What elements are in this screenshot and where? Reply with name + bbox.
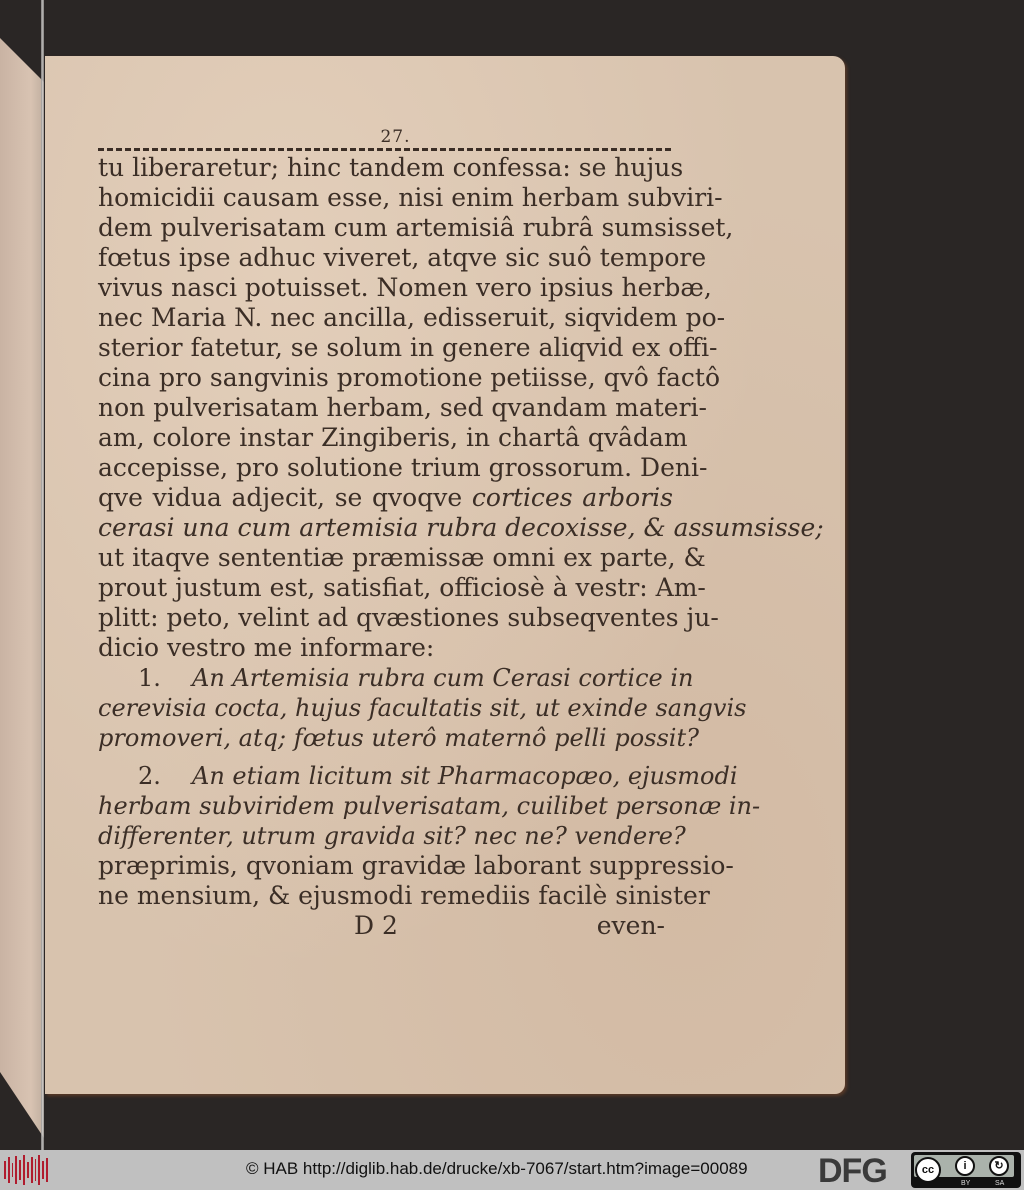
cc-by-sa-icon[interactable] bbox=[911, 1152, 1021, 1188]
catchword: even- bbox=[596, 911, 665, 940]
text-line: non pulverisatam herbam, sed qvandam materi- bbox=[98, 393, 707, 422]
text-line: homicidii causam esse, nisi enim herbam subviri- bbox=[98, 183, 723, 212]
attribution-icon: i bbox=[955, 1156, 975, 1176]
question-text: An etiam licitum sit Pharmacopæo, ejusmodi bbox=[192, 762, 738, 790]
text-line: fœtus ipse adhuc viveret, atqve sic suô tempore bbox=[98, 243, 707, 272]
by-label: BY bbox=[961, 1180, 971, 1187]
dfg-logo-icon[interactable]: DFG bbox=[818, 1152, 887, 1190]
question-number: 1. bbox=[138, 664, 161, 692]
sa-label: SA bbox=[995, 1180, 1005, 1187]
text-line: ne mensium, & ejusmodi remediis facilè sinister bbox=[98, 881, 710, 910]
text-line: prout justum est, satisfiat, officiosè à vestr: Am- bbox=[98, 573, 706, 602]
page-footer-line bbox=[98, 911, 673, 941]
question-2-line: herbam subviridem pulverisatam, cuilibet personæ in- bbox=[98, 792, 761, 820]
header-rule bbox=[98, 148, 671, 151]
text-line-mixed bbox=[98, 483, 673, 513]
copyright-link[interactable]: © HAB http://diglib.hab.de/drucke/xb-7067/start.htm?image=00089 bbox=[246, 1159, 748, 1178]
page-number: 27. bbox=[380, 127, 411, 147]
signature-mark: D 2 bbox=[354, 911, 398, 940]
text-line: dem pulverisatam cum artemisiâ rubrâ sumsisset, bbox=[98, 213, 734, 242]
question-1-line: cerevisia cocta, hujus facultatis sit, ut exinde sangvis bbox=[98, 694, 747, 722]
question-1-line bbox=[98, 663, 694, 693]
question-2-line bbox=[98, 761, 738, 791]
text-line: am, colore instar Zingiberis, in chartâ qvâdam bbox=[98, 423, 688, 452]
share-alike-icon: ↻ bbox=[989, 1156, 1009, 1176]
text-line: accepisse, pro solutione trium grossorum. Deni- bbox=[98, 453, 708, 482]
text-line: tu liberaretur; hinc tandem confessa: se hujus bbox=[98, 153, 684, 182]
text-line: nec Maria N. nec ancilla, edisseruit, siqvidem po- bbox=[98, 303, 726, 332]
text-line: præprimis, qvoniam gravidæ laborant suppressio- bbox=[98, 851, 734, 880]
page-text bbox=[98, 127, 824, 941]
hab-logo-icon[interactable] bbox=[4, 1155, 48, 1185]
question-text: An Artemisia rubra cum Cerasi cortice in bbox=[192, 664, 694, 692]
italic-text: cortices arboris bbox=[471, 483, 673, 512]
text-line: vivus nasci potuisset. Nomen vero ipsius herbæ, bbox=[98, 273, 712, 302]
text-line: cina pro sangvinis promotione petiisse, qvô factô bbox=[98, 363, 720, 392]
cc-icon: cc bbox=[915, 1157, 941, 1183]
question-1-line: promoveri, atq; fœtus uterô maternô pelli possit? bbox=[98, 724, 699, 752]
text-line: dicio vestro me informare: bbox=[98, 633, 435, 662]
footer-bar bbox=[0, 1150, 1024, 1190]
question-2-line: differenter, utrum gravida sit? nec ne? vendere? bbox=[98, 822, 686, 850]
question-number: 2. bbox=[138, 762, 161, 790]
binding-line bbox=[41, 0, 44, 1150]
text-line-italic: cerasi una cum artemisia rubra decoxisse, & assumsisse; bbox=[98, 513, 824, 542]
text-line: ut itaqve sententiæ præmissæ omni ex parte, & bbox=[98, 543, 706, 572]
text-line: sterior fatetur, se solum in genere aliqvid ex offi- bbox=[98, 333, 718, 362]
spacer bbox=[98, 753, 673, 761]
previous-page-edge bbox=[0, 38, 44, 1138]
text-line: plitt: peto, velint ad qvæstiones subseqventes ju- bbox=[98, 603, 719, 632]
roman-text: qve vidua adjecit, se qvoqve bbox=[98, 483, 472, 512]
